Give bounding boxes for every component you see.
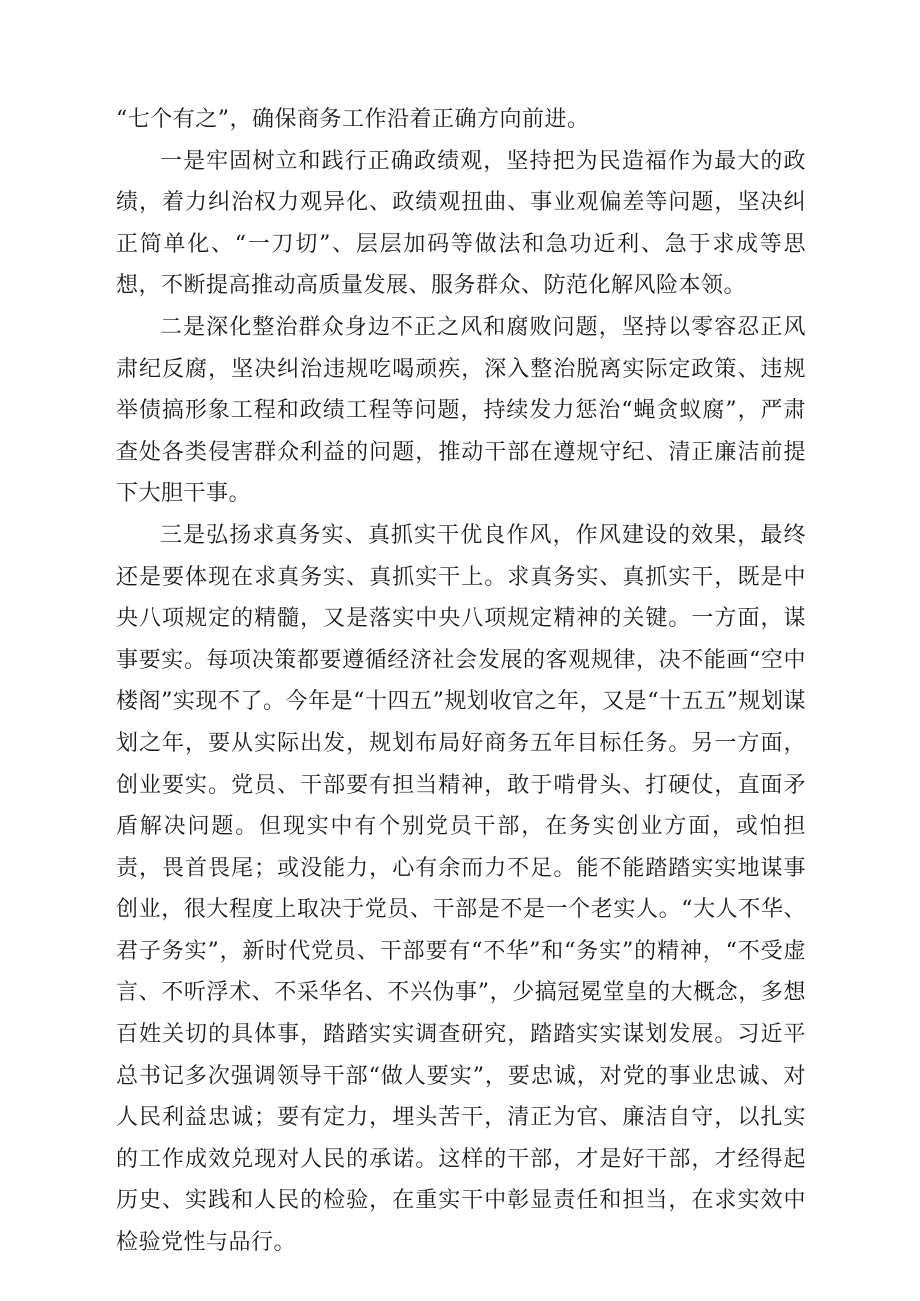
paragraph-continuation: “七个有之”，确保商务工作沿着正确方向前进。 <box>116 107 590 132</box>
paragraph-point-two: 二是深化整治群众身边不正之风和腐败问题，坚持以零容忍正风肃纪反腐，坚决纠治违规吃喝顽疾，深入整治脱离实际定政策、违规举债搞形象工程和政绩工程等问题，持续发力惩治“蝇贪蚁腐”，严肃查处各类侵害群众利益的问题，推动干部在遵规守纪、清正廉洁前提下大胆干事。 <box>116 314 806 507</box>
document-body <box>116 99 806 1264</box>
paragraph-point-one: 一是牢固树立和践行正确政绩观，坚持把为民造福作为最大的政绩，着力纠治权力观异化、政绩观扭曲、事业观偏差等问题，坚决纠正简单化、“一刀切”、层层加码等做法和急功近利、急于求成等思想，不断提高推动高质量发展、服务群众、防范化解风险本领。 <box>116 148 806 299</box>
paragraph-point-three: 三是弘扬求真务实、真抓实干优良作风，作风建设的效果，最终还是要体现在求真务实、真抓实干上。求真务实、真抓实干，既是中央八项规定的精髓，又是落实中央八项规定精神的关键。一方面，谋事要实。每项决策都要遵循经济社会发展的客观规律，决不能画“空中楼阁”实现不了。今年是“十四五”规划收官之年，又是“十五五”规划谋划之年，要从实际出发，规划布局好商务五年目标任务。另一方面，创业要实。党员、干部要有担当精神，敢于啃骨头、打硬仗，直面矛盾解决问题。但现实中有个别党员干部，在务实创业方面，或怕担责，畏首畏尾；或没能力，心有余而力不足。能不能踏踏实实地谋事创业，很大程度上取决于党员、干部是不是一个老实人。“大人不华、君子务实”，新时代党员、干部要有“不华”和“务实”的精神，“不受虚言、不听浮术、不采华名、不兴伪事”，少搞冠冕堂皇的大概念，多想百姓关切的具体事，踏踏实实调查研究，踏踏实实谋划发展。习近平总书记多次强调领导干部“做人要实”，要忠诚，对党的事业忠诚、对人民利益忠诚；要有定力，埋头苦干，清正为官、廉洁自守，以扎实的工作成效兑现对人民的承诺。这样的干部，才是好干部，才经得起历史、实践和人民的检验，在重实干中彰显责任和担当，在求实效中检验党性与品行。 <box>116 522 806 1256</box>
